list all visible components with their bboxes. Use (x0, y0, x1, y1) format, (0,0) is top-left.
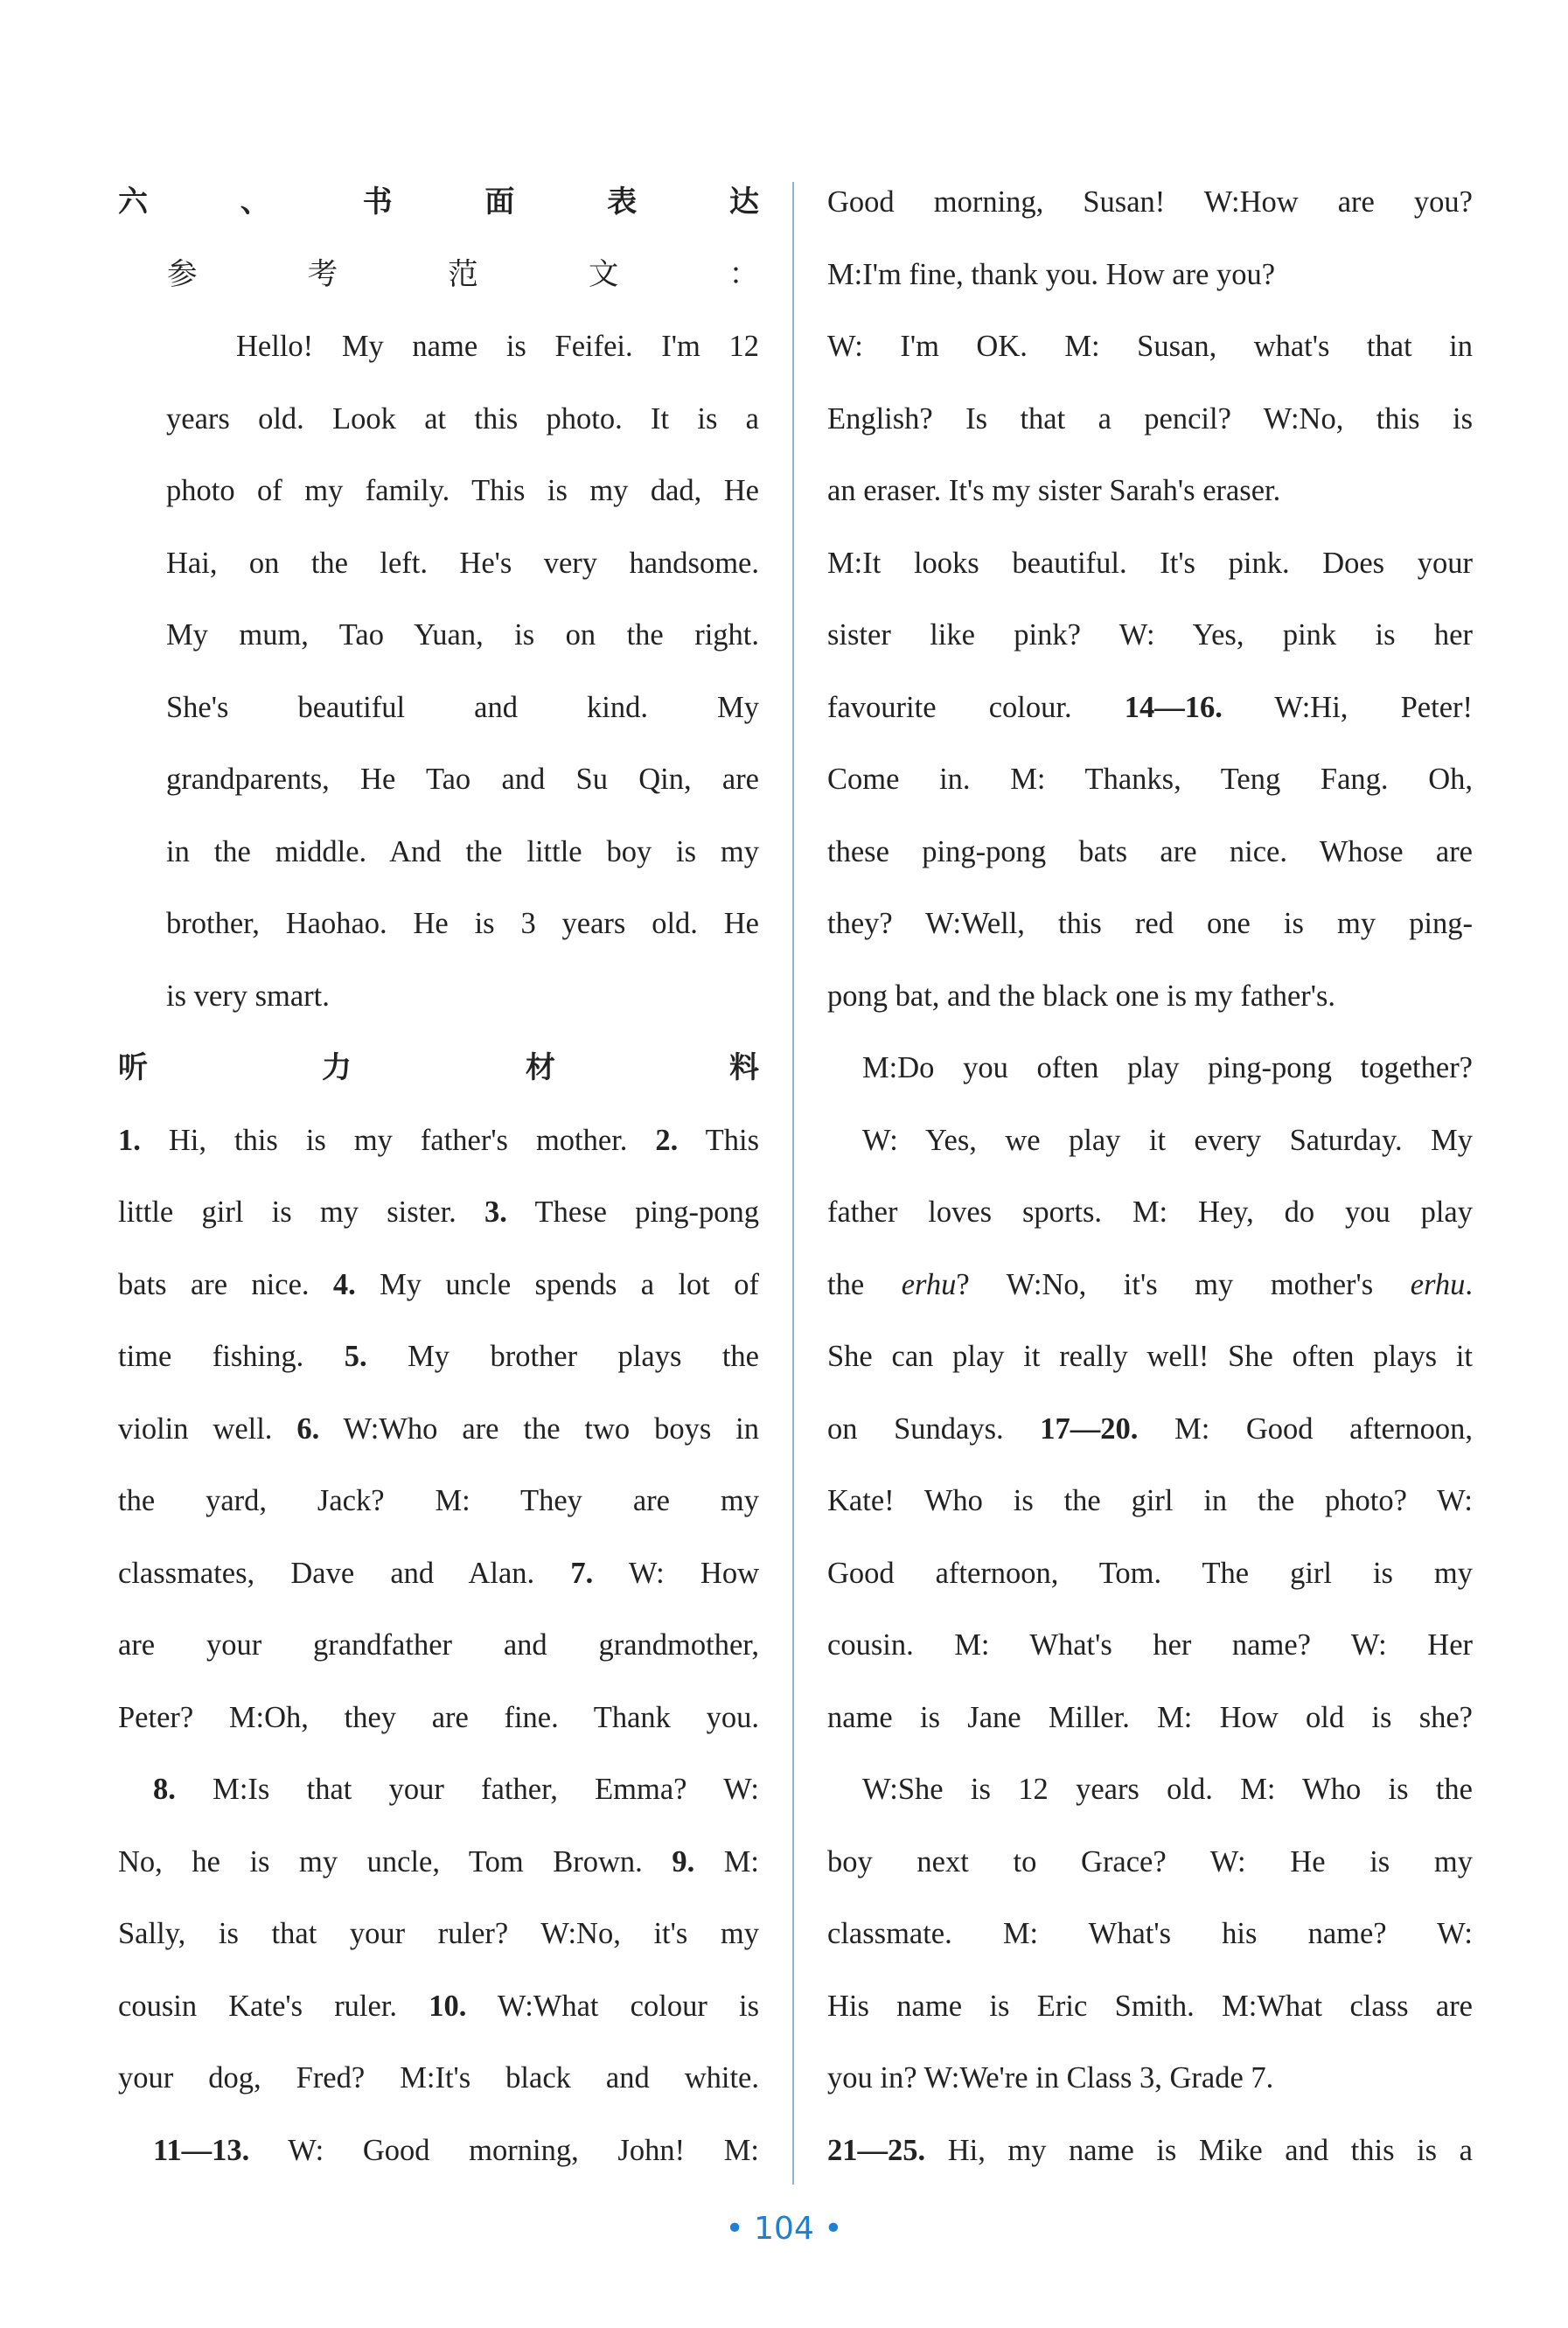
left-line (118, 1826, 759, 1899)
item-number: 9. (672, 1844, 695, 1878)
line-text: classmate. M: What's his name? W: (827, 1917, 1473, 1950)
line-text: an eraser. It's my sister Sarah's eraser. (827, 474, 1281, 507)
line-text: grandparents, He Tao and Su Qin, are (166, 763, 759, 796)
left-line (118, 1249, 759, 1321)
line-text: W:She is 12 years old. M: Who is the (862, 1773, 1473, 1806)
line-text: His name is Eric Smith. M:What class are (827, 1989, 1473, 2023)
item-number: 17—20. (1040, 1411, 1139, 1446)
item-number: 6. (296, 1411, 320, 1446)
item-number: 21—25. (827, 2133, 926, 2167)
left-line (118, 1753, 759, 1826)
item-number: 4. (332, 1267, 356, 1301)
line-text: Hai, on the left. He's very handsome. (166, 546, 759, 580)
right-line (827, 2042, 1473, 2115)
item-number: 2. (655, 1123, 679, 1157)
line-text: Peter? M:Oh, they are fine. Thank you. (118, 1700, 759, 1734)
line-text: Come in. M: Thanks, Teng Fang. Oh, (827, 763, 1473, 796)
line-text: in the middle. And the little boy is my (166, 834, 759, 868)
right-line (827, 1176, 1473, 1249)
right-line (827, 1826, 1473, 1899)
line-text: cousin Kate's ruler. (118, 1989, 429, 2023)
right-line (827, 455, 1473, 527)
item-number: 3. (484, 1195, 507, 1229)
line-text: Good morning, Susan! W:How are you? (827, 185, 1473, 219)
line-text: M:Is that your father, Emma? W: (175, 1773, 759, 1806)
line-text: years old. Look at this photo. It is a (166, 401, 759, 436)
item-number: 8. (153, 1773, 176, 1806)
left-line (118, 1176, 759, 1249)
line-text: She's beautiful and kind. My (166, 690, 759, 724)
line-text: classmates, Dave and Alan. (118, 1556, 571, 1590)
left-line (118, 743, 759, 816)
line-text: boy next to Grace? W: He is my (827, 1844, 1473, 1878)
line-text: This (678, 1123, 760, 1157)
line-text: My uncle spends a lot of (355, 1267, 759, 1301)
line-text: My brother plays the (366, 1340, 759, 1373)
line-text: W:Hi, Peter! (1222, 690, 1473, 724)
line-text: time fishing. (118, 1340, 345, 1373)
column-divider (792, 182, 794, 2185)
right-line (827, 960, 1473, 1033)
left-line (118, 1682, 759, 1754)
line-text: photo of my family. This is my dad, He (166, 474, 759, 507)
line-text: Hi, my name is Mike and this is a (925, 2133, 1473, 2167)
left-line (118, 1465, 759, 1537)
right-line (827, 1537, 1473, 1610)
right-line (827, 672, 1473, 744)
line-text: W: Yes, we play it every Saturday. My (862, 1123, 1473, 1157)
line-text: M:It looks beautiful. It's pink. Does your (827, 546, 1473, 580)
left-line (118, 383, 759, 456)
right-line (827, 1970, 1473, 2043)
line-text: Hello! My name is Feifei. I'm 12 (236, 330, 759, 363)
left-line (118, 1970, 759, 2043)
right-line (827, 310, 1473, 383)
right-column (827, 166, 1473, 2186)
right-line (827, 816, 1473, 889)
item-number: 10. (429, 1989, 467, 2023)
line-text: She can play it really well! She often plays it (827, 1340, 1473, 1373)
right-line (827, 1321, 1473, 1393)
right-line (827, 527, 1473, 600)
line-text: 听力材料 (118, 1050, 759, 1085)
left-line (118, 1609, 759, 1682)
right-line (827, 743, 1473, 816)
left-line (118, 1898, 759, 1970)
left-column (118, 166, 759, 2186)
left-line (118, 960, 759, 1033)
left-line (118, 527, 759, 600)
right-line (827, 1898, 1473, 1970)
right-line (827, 1682, 1473, 1754)
line-text: favourite colour. (827, 690, 1125, 724)
left-line (118, 1321, 759, 1393)
line-text: 六、书面表达 (118, 185, 759, 220)
right-line (827, 1753, 1473, 1826)
line-text: W:What colour is (466, 1989, 759, 2023)
page-number: • 104 • (725, 2211, 843, 2247)
line-text: you in? W:We're in Class 3, Grade 7. (827, 2061, 1274, 2095)
line-text: is very smart. (166, 979, 330, 1013)
line-text: on Sundays. (827, 1411, 1041, 1446)
line-text: name is Jane Miller. M: How old is she? (827, 1700, 1473, 1734)
line-text: No, he is my uncle, Tom Brown. (118, 1844, 672, 1878)
italic-term: erhu (1410, 1267, 1466, 1301)
item-number: 11—13. (153, 2133, 250, 2167)
left-line (118, 1393, 759, 1466)
right-line (827, 1249, 1473, 1321)
line-text: W:Who are the two boys in (319, 1411, 759, 1446)
left-line (118, 672, 759, 744)
line-text: These ping-pong (506, 1195, 759, 1229)
line-text: the (827, 1267, 902, 1301)
line-text: your dog, Fred? M:It's black and white. (118, 2061, 759, 2095)
left-line (118, 1032, 759, 1105)
item-number: 5. (344, 1340, 367, 1373)
line-text: 参考范文： (167, 257, 759, 291)
line-text: these ping-pong bats are nice. Whose are (827, 834, 1473, 868)
right-line (827, 1465, 1473, 1537)
right-line (827, 1609, 1473, 1682)
line-text: M:I'm fine, thank you. How are you? (827, 257, 1276, 291)
right-line (827, 1032, 1473, 1105)
left-line (118, 2042, 759, 2115)
right-line (827, 166, 1473, 239)
line-text: brother, Haohao. He is 3 years old. He (166, 907, 759, 940)
line-text: Sally, is that your ruler? W:No, it's my (118, 1917, 759, 1950)
line-text: M: Good afternoon, (1138, 1411, 1473, 1446)
line-text: Good afternoon, Tom. The girl is my (827, 1556, 1473, 1590)
line-text: ? W:No, it's my mother's (956, 1267, 1411, 1301)
line-text: Kate! Who is the girl in the photo? W: (827, 1484, 1473, 1517)
item-number: 7. (570, 1556, 594, 1590)
left-line (118, 1105, 759, 1177)
line-text: W: I'm OK. M: Susan, what's that in (827, 330, 1473, 363)
italic-term: erhu (901, 1267, 957, 1301)
line-text: the yard, Jack? M: They are my (118, 1484, 759, 1517)
right-line (827, 599, 1473, 672)
line-text: little girl is my sister. (118, 1195, 485, 1229)
item-number: 14—16. (1124, 690, 1223, 724)
line-text: W: How (593, 1556, 760, 1590)
line-text: father loves sports. M: Hey, do you play (827, 1195, 1473, 1229)
line-text: My mum, Tao Yuan, is on the right. (166, 618, 759, 652)
line-text: bats are nice. (118, 1267, 333, 1301)
left-line (118, 1537, 759, 1610)
line-text: they? W:Well, this red one is my ping- (827, 907, 1473, 940)
left-line (118, 166, 759, 239)
left-line (118, 455, 759, 527)
left-line (118, 2115, 759, 2187)
line-text: W: Good morning, John! M: (249, 2133, 759, 2167)
left-line (118, 599, 759, 672)
line-text: M:Do you often play ping-pong together? (862, 1051, 1473, 1084)
item-number: 1. (118, 1123, 141, 1157)
line-text: cousin. M: What's her name? W: Her (827, 1628, 1473, 1662)
line-text: M: (694, 1844, 759, 1878)
right-line (827, 239, 1473, 311)
left-line (118, 888, 759, 960)
right-line (827, 1105, 1473, 1177)
line-text: Hi, this is my father's mother. (140, 1123, 656, 1157)
left-line (118, 816, 759, 889)
right-line (827, 1393, 1473, 1466)
right-line (827, 383, 1473, 456)
left-line (118, 239, 759, 311)
line-text: . (1465, 1267, 1474, 1301)
line-text: English? Is that a pencil? W:No, this is (827, 401, 1473, 436)
line-text: pong bat, and the black one is my father's. (827, 979, 1336, 1013)
line-text: sister like pink? W: Yes, pink is her (827, 618, 1473, 652)
line-text: are your grandfather and grandmother, (118, 1628, 759, 1662)
right-line (827, 2115, 1473, 2187)
line-text: violin well. (118, 1411, 297, 1446)
left-line (118, 310, 759, 383)
right-line (827, 888, 1473, 960)
